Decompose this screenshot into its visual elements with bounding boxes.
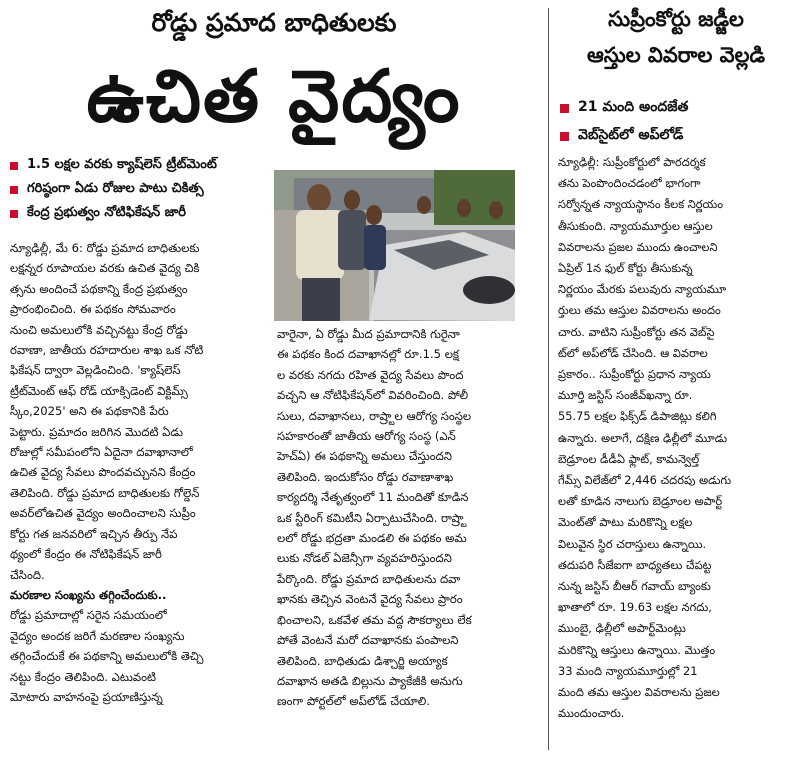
col1-line: లక్షన్నర రూపాయల వరకు ఉచిత వైద్య చికి (10, 261, 200, 276)
col1-line: త్సను అందించే పథకాన్ని కేంద్ర ప్రభుత్వం (10, 281, 188, 296)
side-line: ట్‌లో అప్‌లోడ్ చేసింది. ఆ వివరాల (558, 345, 708, 360)
col1-line: ఉచిత వైద్య సేవలు పొందవచ్చునని కేంద్రం (10, 465, 196, 480)
col1-line: పెట్టారు. ప్రమాదం జరిగిన మొదటి ఏడు (10, 424, 184, 439)
col1-line: ఫికేషన్ ద్వారా వెల్లడించింది. 'క్యాష్‌లెస్ (10, 363, 181, 378)
side-line: విలువైన స్థిర చరాస్తులు ఉన్నాయి. (558, 536, 707, 551)
col1-line: అవర్‌లోఉచిత వైద్యం అందించాలని సుప్రీం (10, 506, 196, 521)
col1-line: నుంచి అమలులోకి వచ్చినట్టు కేంద్ర రోడ్డు (10, 322, 188, 337)
side-bullet-1: 21 మంది అందజేత (560, 97, 792, 119)
side-line: తను పెంపొందించడంలో భాగంగా (558, 176, 701, 191)
main-column-2 (277, 324, 539, 712)
col1-line: థ్యంలో కేంద్రం ఈ నోటిఫికేషన్ జారీ (10, 547, 162, 562)
side-line: తదుపరి సీజేఐగా బాధ్యతలు చేపట్ట (558, 557, 712, 572)
side-line: చారు. వాటిని సుప్రీంకోర్టు తన వెబ్‌సై (558, 324, 715, 339)
side-line: బెడ్రూంల డీడీఏ ఫ్లాట్, కామన్వెల్త్ (558, 451, 700, 466)
main-column-1 (10, 238, 270, 707)
main-subheading: మరణాల సంఖ్యను తగ్గించేందుకు.. (10, 587, 167, 602)
side-column (558, 152, 792, 724)
side-line: ప్రకారం.. సుప్రీంకోర్టు ప్రధాన న్యాయ (558, 367, 711, 382)
side-line: నిర్ణయం మేరకు పలువురు న్యాయమూ (558, 282, 727, 297)
col1-line: ప్రారంభించింది. ఈ పథకం సోమవారం (10, 302, 176, 317)
side-line: మెంట్‌తో పాటు మరికొన్ని లక్షల (558, 515, 693, 530)
col2-line: ఖానకు తెచ్చిన వెంటనే వైద్య సేవలు ప్రారం (277, 592, 463, 607)
col2-line: లలో రోడ్డు భద్రతా మండలి ఈ పథకం అమ (277, 531, 467, 546)
main-bullet-1: 1.5 లక్షల వరకు క్యాష్‌లెస్ ట్రీట్‌మెంట్ (10, 154, 280, 178)
accident-photo-image (274, 170, 515, 321)
col2-line: వచ్చని ఆ నోటిఫికేషన్‌లో వివరించింది. పోలీ (277, 388, 469, 403)
col2-line: ల వరకు నగదు రహిత వైద్య సేవలు పొంద (277, 367, 464, 382)
side-line: ఏప్రిల్ 1న ఫుల్ కోర్టు తీసుకున్న (558, 261, 693, 276)
side-line: ముంబై, ఢిల్లీలో అపార్ట్‌మెంట్లు (558, 621, 686, 636)
col2-line: పోతే వెంటనే మరో దవాఖానకు పంపాలని (277, 633, 459, 648)
side-line: ఉన్నారు. అలాగే, దక్షిణ ఢిల్లీలో మూడు (558, 430, 728, 445)
col1-line: రవాణా, జాతీయ రహదారుల శాఖ ఒక నోటి (10, 343, 204, 358)
col1-line: నట్టు కేంద్రం తెలిపింది. ఎటువంటి (10, 669, 156, 684)
col2-line: ఈ పథకం కింద దవాఖానల్లో రూ.1.5 లక్ష (277, 347, 459, 362)
main-headline: ఉచిత వైద్యం (86, 54, 462, 138)
col1-line: మోటారు వాహనంపై ప్రయాణిస్తున్న (10, 689, 163, 704)
column-divider (548, 8, 549, 750)
col2-line: ణంగా పోర్టల్‌లో అప్‌లోడ్ చేయాలి. (277, 694, 430, 709)
accident-photo (274, 170, 515, 321)
side-line: ర్తులు తమ ఆస్తుల వివరాలను అందం (558, 303, 721, 318)
side-line: న్యూఢిల్లీ: సుప్రీంకోర్టులో పారదర్శక (558, 155, 706, 169)
main-kicker: రోడ్డు ప్రమాద బాధితులకు (151, 8, 397, 37)
side-line: మూర్తి జస్టిస్ సంజీవ్‌ఖన్నా రూ. (558, 388, 693, 403)
col2-line: ఒక స్టీరింగ్ కమిటీని ఏర్పాటుచేసింది. రాష్ర్టా (277, 510, 467, 525)
side-line: గేమ్స్ విలేజ్‌లో 2,446 చదరపు అడుగు (558, 473, 732, 488)
col1-line: న్యూఢిల్లీ, మే 6: రోడ్డు ప్రమాద బాధితులకు (10, 241, 200, 255)
col1-line: ట్రీట్‌మెంట్ ఆఫ్ రోడ్ యాక్సిడెంట్ విక్టిమ్స్ (10, 383, 188, 398)
side-line: సర్వోన్నత న్యాయస్థానం కీలక నిర్ణయం (558, 197, 723, 212)
col2-line: సులు, దవాఖానలు, రాష్ర్టాల ఆరోగ్య సంస్థల (277, 408, 472, 423)
side-line: ముందుంచారు. (558, 706, 625, 721)
col2-line: సహకారంతో జాతీయ ఆరోగ్య సంస్థ (ఎన్ (277, 429, 456, 444)
col2-line: కార్యదర్శి నేతృత్వంలో 11 మందితో కూడిన (277, 490, 469, 505)
side-line: మరికొన్ని ఆస్తులు ఉన్నాయి. మొత్తం (558, 642, 716, 657)
main-bullets (10, 154, 280, 226)
col1-line: వైద్యం అందక జరిగే మరణాల సంఖ్యను (10, 628, 185, 643)
col1-line: కోర్టు గత జనవరిలో ఇచ్చిన తీర్పు నేప (10, 526, 178, 541)
col2-line: దవాఖాన అతడి బిల్లును ప్యాకేజీకి అనుగు (277, 673, 463, 688)
side-line: 55.75 లక్షల ఫిక్స్‌డ్ డిపాజిట్లు కలిగి (558, 409, 717, 424)
col1-line: తెలిపింది. రోడ్డు ప్రమాద బాధితులకు గోల్డెన్ (10, 485, 200, 500)
col2-line: భించాలని, ఒకవేళ తమ వద్ద సౌకర్యాలు లేక (277, 612, 472, 627)
col2-line: తెలిపింది. ఇందుకోసం రోడ్డు రవాణాశాఖ (277, 469, 454, 484)
main-bullet-3: కేంద్ర ప్రభుత్వం నోటిఫికేషన్ జారీ (10, 202, 280, 226)
col2-line: పేర్కొంది. రోడ్డు ప్రమాద బాధితులను దవా (277, 571, 461, 586)
side-bullet-2: వెబ్‌సైట్‌లో అప్‌లోడ్ (560, 125, 792, 147)
col1-line: తగ్గించేందుకే ఈ పథకాన్ని అమలులోకి తెచ్చి (10, 649, 204, 664)
main-bullet-2: గరిష్ఠంగా ఏడు రోజుల పాటు చికిత్స (10, 178, 280, 202)
side-line: వివరాలను ప్రజల ముందు ఉంచాలని (558, 239, 718, 254)
side-headline-line2: ఆస్తుల వివరాల వెల్లడి (586, 43, 766, 67)
col1-line: రోజుల్లో సమీపంలోని ఏదైనా దవాఖానాలో (10, 445, 193, 460)
col1-line: రోడ్డు ప్రమాదాల్లో సరైన సమయంలో (10, 608, 167, 623)
bullet-square-icon (560, 132, 569, 141)
side-line: 33 మంది న్యాయమూర్తుల్లో 21 (558, 663, 698, 678)
side-line: లతో కూడిన నాలుగు బెడ్రూంల అపార్ట్ (558, 494, 723, 509)
col1-line: చేసింది. (10, 567, 45, 582)
side-headline-line1: సుప్రీంకోర్టు జడ్జీల (608, 7, 744, 31)
side-line: నున్న జస్టిస్ బీఆర్ గవాయ్ బ్యాంకు (558, 579, 711, 594)
bullet-square-icon (10, 210, 18, 218)
col1-line: స్కీం,2025' అని ఈ పథకానికి పేరు (10, 404, 169, 419)
bullet-square-icon (10, 162, 18, 170)
col2-line: హెచ్‌ఏ) ఈ పథకాన్ని అమలు చేస్తుందని (277, 449, 452, 464)
col2-line: తెలిపింది. బాధితుడు డిశ్చార్జి అయ్యాక (277, 653, 448, 668)
col2-line: లుకు నోడల్ ఏజెన్సీగా వ్యవహరిస్తుందని (277, 551, 452, 566)
side-line: తీసుకుంది. న్యాయమూర్తుల ఆస్తుల (558, 218, 713, 233)
bullet-square-icon (10, 186, 18, 194)
col2-line: వారైనా, ఏ రోడ్డు మీద ప్రమాదానికి గురైనా (277, 327, 460, 341)
side-line: ఖాతాలో రూ. 19.63 లక్షల నగదు, (558, 600, 712, 615)
side-line: మంది తమ ఆస్తుల వివరాలను ప్రజల (558, 685, 720, 700)
bullet-square-icon (560, 104, 569, 113)
